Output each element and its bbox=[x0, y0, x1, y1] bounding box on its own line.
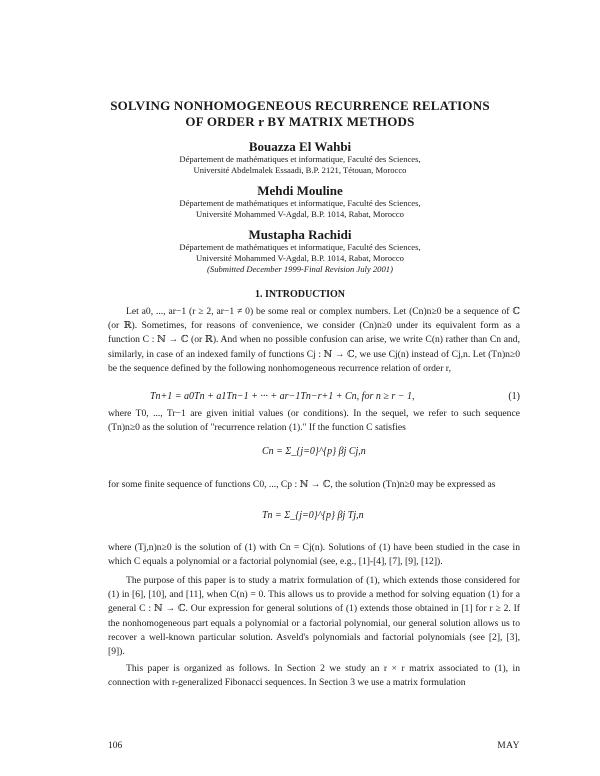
page-number: 106 bbox=[108, 741, 123, 751]
equation-2: Cn = Σ_{j=0}^{p} βj Cj,n bbox=[262, 446, 366, 457]
journal-issue: MAY bbox=[497, 741, 520, 751]
paper-title-line-1: SOLVING NONHOMOGENEOUS RECURRENCE RELATIONS bbox=[110, 98, 490, 113]
equation-1-number: (1) bbox=[508, 391, 520, 402]
author-name-2: Mehdi Mouline bbox=[257, 183, 343, 198]
paragraph-4: where (Tj,n)n≥0 is the solution of (1) with Cn = Cj(n). Solutions of (1) have been studied in the case in which C equals a polynomial or a factorial polynomial (see, e.g., [1]-[4], [7], [9], [12]). bbox=[108, 542, 520, 568]
author-affiliation-1-line-1: Département de mathématiques et informatique, Faculté des Sciences, bbox=[179, 154, 421, 164]
paper-title-line-2: OF ORDER r BY MATRIX METHODS bbox=[185, 114, 415, 129]
author-affiliation-2-line-1: Département de mathématiques et informatique, Faculté des Sciences, bbox=[179, 198, 421, 208]
section-heading: 1. INTRODUCTION bbox=[254, 289, 345, 300]
paragraph-6: This paper is organized as follows. In Section 2 we study an r × r matrix associated to (1), in connection with r-generalized Fibonacci sequences. In Section 3 we use a matrix formulation bbox=[108, 663, 520, 689]
paragraph-2: where T0, ..., Tr−1 are given initial values (or conditions). In the sequel, we refer to such sequence (Tn)n≥0 as the solution of "recurrence relation (1)." If the function C satisfies bbox=[108, 408, 520, 434]
author-affiliation-3-line-1: Département de mathématiques et informatique, Faculté des Sciences, bbox=[179, 242, 421, 252]
author-affiliation-2-line-2: Université Mohammed V-Agdal, B.P. 1014, Rabat, Morocco bbox=[196, 209, 404, 219]
author-name-1: Bouazza El Wahbi bbox=[248, 139, 352, 154]
author-name-3: Mustapha Rachidi bbox=[248, 227, 352, 242]
author-affiliation-1-line-2: Université Abdelmalek Essaadi, B.P. 2121, Tétouan, Morocco bbox=[193, 165, 407, 175]
paragraph-3: for some finite sequence of functions C0, ..., Cp : ℕ → ℂ, the solution (Tn)n≥0 may be expressed as bbox=[108, 479, 496, 490]
paragraph-5: The purpose of this paper is to study a matrix formulation of (1), which extends those considered for (1) in [6], [10], and [11], when C(n) = 0. This allows us to provide a method for solving equation (1) for a general C : ℕ → ℂ. Our expression for general solutions of (1) extends those obtained in [1] for r ≥ 2. If the nonhomogeneous part equals a polynomial or a factorial polynomial, our general solution allows us to recover a well-known particular solution. Asveld's polynomials and factorial polynomials (see [2], [3], [9]). bbox=[108, 575, 520, 658]
equation-1: Tn+1 = a0Tn + a1Tn−1 + ··· + ar−1Tn−r+1 + Cn, for n ≥ r − 1, bbox=[150, 391, 415, 402]
author-affiliation-3-line-2: Université Mohammed V-Agdal, B.P. 1014, Rabat, Morocco bbox=[196, 253, 404, 263]
paragraph-1: Let a0, ..., ar−1 (r ≥ 2, ar−1 ≠ 0) be some real or complex numbers. Let (Cn)n≥0 be a sequence of ℂ (or ℝ). Sometimes, for reasons of convenience, we consider (Cn)n≥0 under its equivalent form as a function C : ℕ → ℂ (or ℝ). And when no possible confusion can arise, we write C(n) rather than Cn and, similarly, in case of an indexed family of functions Cj : ℕ → ℂ, we use Cj(n) instead of Cj,n. Let (Tn)n≥0 be the sequence defined by the following nonhomogeneous recurrence relation of order r, bbox=[108, 306, 520, 374]
equation-3: Tn = Σ_{j=0}^{p} βj Tj,n bbox=[262, 510, 364, 521]
submission-date: (Submitted December 1999-Final Revision July 2001) bbox=[207, 264, 393, 274]
